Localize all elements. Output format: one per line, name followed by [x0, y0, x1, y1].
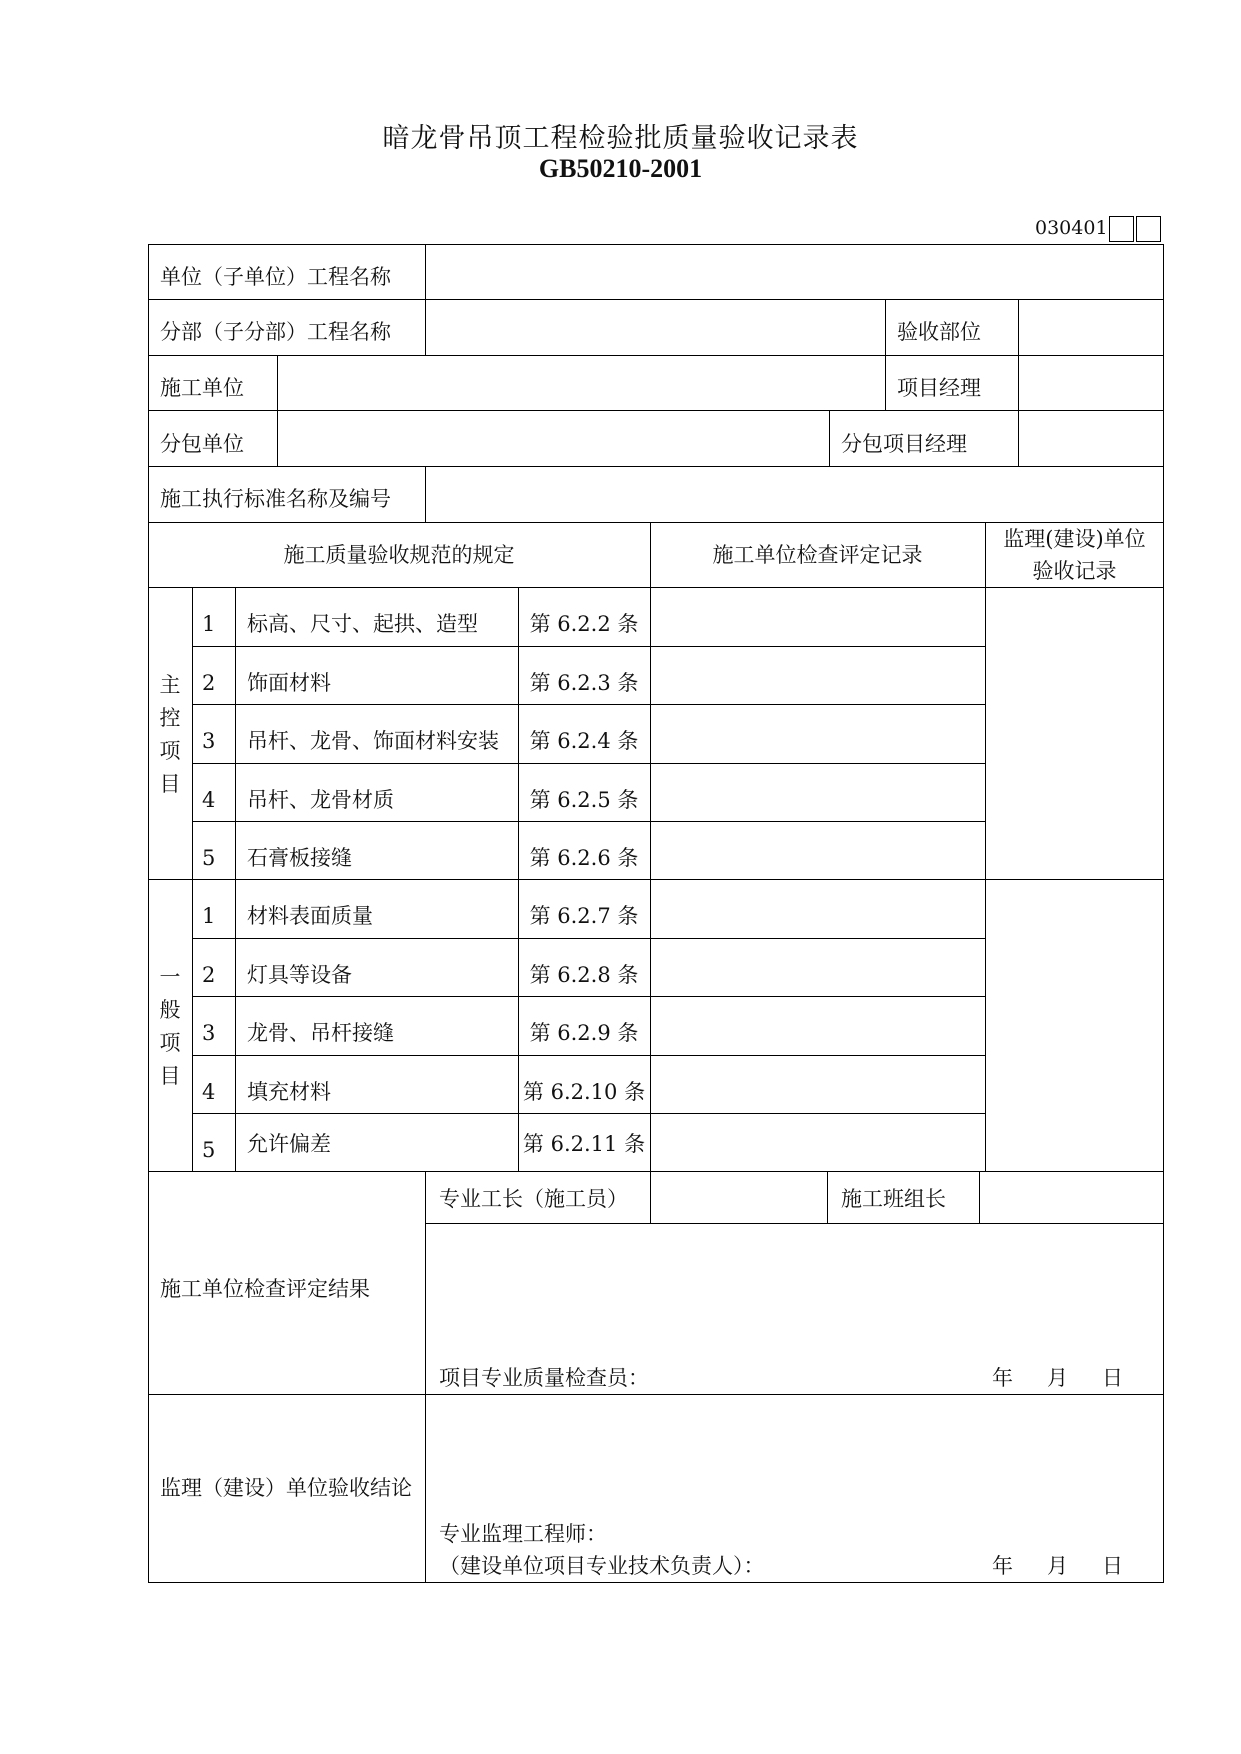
table-row-record-cell[interactable] [652, 1057, 983, 1112]
rule [425, 1171, 426, 1583]
table-row-record-cell[interactable] [652, 648, 983, 703]
rule [148, 587, 1164, 588]
table-row-record-cell[interactable] [652, 765, 983, 820]
table-row-item: 填充材料 [247, 1080, 331, 1104]
rule [885, 299, 886, 355]
table-row-no: 2 [202, 963, 216, 987]
acceptance-part-label: 验收部位 [897, 320, 981, 344]
table-row-no: 4 [202, 788, 216, 812]
rule [148, 299, 1164, 300]
rule [1018, 410, 1019, 466]
construction-unit-field[interactable] [279, 357, 883, 409]
form-code-box-2[interactable] [1136, 216, 1161, 242]
table-row-no: 1 [202, 904, 216, 928]
supervision-result-label: 监理（建设）单位验收结论 [160, 1476, 412, 1500]
rule [192, 821, 985, 822]
rule [277, 410, 278, 466]
standard-code: GB50210-2001 [538, 154, 703, 183]
rule [1018, 299, 1019, 355]
foreman-label: 专业工长（施工员） [439, 1187, 628, 1211]
rule [425, 244, 426, 300]
main-items-supervision-cell[interactable] [987, 589, 1162, 878]
check-record-header: 施工单位检查评定记录 [712, 543, 923, 567]
rule [192, 938, 985, 939]
supervision-year-label: 年 [992, 1554, 1013, 1578]
table-row-record-cell[interactable] [652, 1115, 983, 1170]
table-row-no: 2 [202, 671, 216, 695]
sub-project-field[interactable] [427, 301, 883, 353]
rule [985, 522, 986, 1171]
table-row-item: 龙骨、吊杆接缝 [247, 1021, 394, 1045]
rule [192, 996, 985, 997]
construction-day-label: 日 [1102, 1366, 1123, 1390]
project-manager-field[interactable] [1020, 357, 1162, 409]
rule [277, 355, 278, 411]
table-row-no: 3 [202, 1021, 216, 1045]
rule [192, 704, 985, 705]
table-row-clause: 第 6.2.11 条 [522, 1132, 646, 1156]
rule [425, 466, 426, 522]
rule [148, 410, 1164, 411]
subcontractor-label: 分包单位 [160, 432, 244, 456]
rule [425, 299, 426, 355]
supervision-engineer-label: 专业监理工程师： [439, 1522, 607, 1546]
standard-name-label: 施工执行标准名称及编号 [160, 487, 391, 511]
supervision-day-label: 日 [1102, 1554, 1123, 1578]
table-row-clause: 第 6.2.10 条 [522, 1080, 646, 1104]
unit-project-field[interactable] [427, 246, 1162, 298]
table-row-clause: 第 6.2.2 条 [529, 612, 639, 636]
rule [192, 587, 193, 1171]
table-row-no: 5 [202, 1138, 216, 1162]
table-row-no: 3 [202, 729, 216, 753]
rule [148, 879, 1164, 880]
rule [650, 1171, 651, 1223]
table-row-item: 标高、尺寸、起拱、造型 [247, 612, 478, 636]
rule [148, 1394, 1164, 1395]
owner-technical-lead-label: （建设单位项目专业技术负责人）： [439, 1554, 765, 1578]
table-row-record-cell[interactable] [652, 881, 983, 937]
rule [235, 587, 236, 1171]
table-row-clause: 第 6.2.7 条 [529, 904, 639, 928]
table-row-record-cell[interactable] [652, 998, 983, 1054]
table-row-no: 5 [202, 846, 216, 870]
supervision-result-field[interactable] [427, 1396, 1162, 1526]
general-items-supervision-cell[interactable] [987, 881, 1162, 1170]
sub-project-manager-label: 分包项目经理 [841, 432, 967, 456]
spec-header: 施工质量验收规范的规定 [283, 543, 515, 567]
rule [148, 355, 1164, 356]
supervision-header-line1: 监理(建设)单位 [1003, 527, 1146, 551]
table-row-item: 石膏板接缝 [247, 846, 352, 870]
rule [425, 1223, 1164, 1224]
table-row-item: 吊杆、龙骨材质 [247, 788, 394, 812]
table-row-no: 4 [202, 1080, 216, 1104]
project-manager-label: 项目经理 [897, 376, 981, 400]
rule [650, 587, 651, 1171]
rule [827, 1171, 828, 1223]
acceptance-part-field[interactable] [1020, 301, 1162, 353]
rule [829, 410, 830, 466]
construction-result-label: 施工单位检查评定结果 [160, 1277, 370, 1301]
team-leader-field[interactable] [981, 1173, 1162, 1221]
table-row-no: 1 [202, 612, 216, 636]
table-row-record-cell[interactable] [652, 706, 983, 762]
construction-month-label: 月 [1047, 1366, 1068, 1390]
supervision-month-label: 月 [1047, 1554, 1068, 1578]
team-leader-label: 施工班组长 [841, 1187, 946, 1211]
standard-name-field[interactable] [427, 468, 1162, 520]
sub-project-label: 分部（子分部）工程名称 [160, 320, 391, 344]
rule [192, 1055, 985, 1056]
table-row-clause: 第 6.2.8 条 [529, 963, 639, 987]
construction-unit-label: 施工单位 [160, 376, 244, 400]
supervision-header-line2: 验收记录 [1032, 559, 1117, 583]
rule [885, 355, 886, 411]
table-row-clause: 第 6.2.9 条 [529, 1021, 639, 1045]
rule [148, 1171, 1164, 1172]
table-row-record-cell[interactable] [652, 823, 983, 878]
table-row-item: 灯具等设备 [247, 963, 352, 987]
table-row-item: 允许偏差 [247, 1132, 331, 1156]
page-title: 暗龙骨吊顶工程检验批质量验收记录表 [382, 123, 859, 154]
main-items-group-label: 主 控 项 目 [159, 673, 181, 796]
table-row-item: 吊杆、龙骨、饰面材料安装 [247, 729, 499, 753]
rule [192, 763, 985, 764]
rule [148, 522, 1164, 523]
table-row-record-cell[interactable] [652, 589, 983, 645]
table-row-clause: 第 6.2.4 条 [529, 729, 639, 753]
table-row-item: 饰面材料 [247, 671, 331, 695]
table-row-record-cell[interactable] [652, 940, 983, 995]
rule [1018, 355, 1019, 411]
construction-result-field[interactable] [427, 1226, 1162, 1366]
table-row-clause: 第 6.2.3 条 [529, 671, 639, 695]
construction-year-label: 年 [992, 1366, 1013, 1390]
subcontractor-field[interactable] [279, 412, 827, 464]
rule [148, 466, 1164, 467]
rule [192, 1113, 985, 1114]
form-code-box-1[interactable] [1109, 216, 1134, 242]
general-items-group-label: 一 般 项 目 [159, 965, 181, 1088]
rule [979, 1171, 980, 1223]
unit-project-label: 单位（子单位）工程名称 [160, 265, 391, 289]
rule [192, 646, 985, 647]
table-row-item: 材料表面质量 [247, 904, 373, 928]
form-code: 030401 [1035, 217, 1108, 239]
quality-inspector-label: 项目专业质量检查员： [439, 1366, 649, 1390]
sub-project-manager-field[interactable] [1020, 412, 1162, 464]
table-row-clause: 第 6.2.6 条 [529, 846, 639, 870]
table-row-clause: 第 6.2.5 条 [529, 788, 639, 812]
foreman-field[interactable] [652, 1173, 825, 1221]
